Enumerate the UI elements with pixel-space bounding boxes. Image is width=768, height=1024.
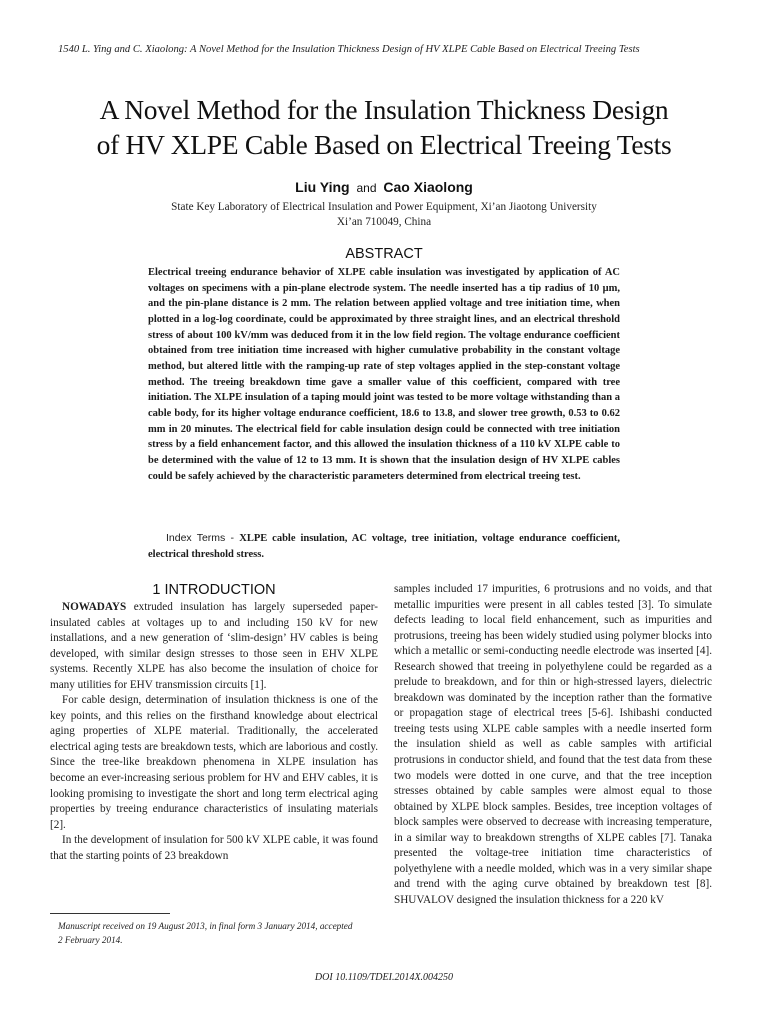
abstract-heading: ABSTRACT	[345, 246, 423, 262]
manuscript-footnote: Manuscript received on 19 August 2013, in final form 3 January 2014, accepted 2 February 2014.	[58, 921, 353, 945]
intro-paragraph-1	[50, 600, 378, 693]
title-line-2: of HV XLPE Cable Based on Electrical Treeing Tests	[96, 129, 672, 160]
authors-conjunction: and	[356, 181, 377, 195]
title-line-1: A Novel Method for the Insulation Thickness Design	[99, 94, 669, 125]
author-2: Cao Xiaolong	[383, 179, 473, 195]
doi: DOI 10.1109/TDEI.2014X.004250	[314, 972, 454, 983]
affiliation-line-1: State Key Laboratory of Electrical Insulation and Power Equipment, Xi’an Jiaotong University	[171, 201, 597, 213]
intro-paragraph-1-text: extruded insulation has largely superseded paper-insulated cables at voltages up to and including 150 kV for new installations, and a new generation of ‘slim-design’ HV cables is being developed, with similar design stresses to those seen in EHV XLPE systems. Recently XLPE has also become the insulation of choice for many utilities for EHV transmission circuits [1].	[50, 601, 378, 691]
footnote-divider	[50, 913, 170, 914]
affiliation	[0, 200, 768, 230]
paper-title	[40, 92, 728, 162]
section-heading-introduction: 1 INTRODUCTION	[152, 582, 276, 598]
index-terms-text: XLPE cable insulation, AC voltage, tree initiation, voltage endurance coefficient, electrical threshold stress.	[148, 533, 620, 560]
running-head: 1540 L. Ying and C. Xiaolong: A Novel Method for the Insulation Thickness Design of HV XLPE Cable Based on Electrical Treeing Tests	[58, 44, 640, 55]
index-terms-label: Index Terms -	[166, 532, 240, 544]
affiliation-line-2: Xi’an 710049, China	[336, 216, 432, 228]
intro-paragraph-3: In the development of insulation for 500 kV XLPE cable, it was found that the starting points of 23 breakdown	[50, 834, 378, 862]
abstract-body: Electrical treeing endurance behavior of XLPE cable insulation was investigated by application of AC voltages on specimens with a pin-plane electrode system. The needle inserted has a tip radius of 10 μm, and the pin-plane distance is 2 mm. The relation between applied voltage and tree initiation time, when plotted in a log-log coordinate, could be approximated by three straight lines, and an electrical threshold stress of about 100 kV/mm was deduced from it in the low field region. The voltage endurance coefficient obtained from tree initiation time increased with higher cumulative probability in the constant voltage method, but altered little with the ramping-up rate of step voltages applied in the step-constant voltage method. The treeing breakdown time gave a smaller value of this coefficient, compared with tree initiation. The XLPE insulation of a taping mould joint was tested to be more voltage withstanding than a cable body, for its higher voltage endurance coefficient, 18.6 to 13.8, and slower tree growth, 0.53 to 0.62 mm in 20 minutes. The electrical field for cable insulation design could be connected with tree initiation stress by a field enhancement factor, and this allowed the insulation thickness of a 110 kV XLPE cable to be determined with the value of 12 to 13 mm. It is shown that the insulation design of HV XLPE cables could be safely achieved by the characteristic parameters determined from electrical treeing test.	[148, 267, 620, 482]
intro-lead-word: NOWADAYS	[62, 601, 127, 613]
left-column	[50, 600, 378, 864]
right-column	[394, 582, 712, 908]
authors	[0, 179, 768, 195]
author-1: Liu Ying	[295, 179, 350, 195]
intro-paragraph-2: For cable design, determination of insulation thickness is one of the key points, and this relies on the firsthand knowledge about electrical aging properties of XLPE material. Traditionally, the accelerated electrical aging tests are breakdown tests, which are laborious and costly. Since the tree-like breakdown phenomena in XLPE insulation has become an ever-increasing serious problem for HV and EHV cables, it is looking promising to investigate the short and long term electrical aging properties by treeing endurance characteristics of insulating materials [2].	[50, 694, 378, 831]
index-terms	[148, 531, 620, 562]
intro-paragraph-4: samples included 17 impurities, 6 protrusions and no voids, and that metallic impurities were present in all cables tested [3]. To simulate defects leading to local field enhancement, such as impurities and protrusions, treeing has been widely studied using polymer blocks into which a metallic or semi-conducting needle electrode was inserted [4]. Research showed that treeing in polyethylene could be regarded as a prelude to breakdown, and for thin or high-stressed layers, dielectric breakdown was dominated by the inception rather than the formative or propagation stage of electrical trees [5-6]. Ishibashi conducted treeing tests using XLPE cable samples with a needle inserted form the insulation shield as well as cable samples with artificial protrusions in conductor shield, and found that the test data from these two models were dotted in one curve, and that the tree inception stresses obtained by cable samples were almost equal to those obtained by XLPE block samples. Besides, tree inception voltages of block samples were observed to decrease with increasing temperature, in a similar way to breakdown strengths of XLPE cables [7]. Tanaka presented the voltage-tree initiation time characteristics of polyethylene with a needle molded, which was in a very similar shape and trend with the aging curve obtained by breakdown test [8]. SHUVALOV designed the insulation thickness for a 220 kV	[394, 583, 712, 906]
